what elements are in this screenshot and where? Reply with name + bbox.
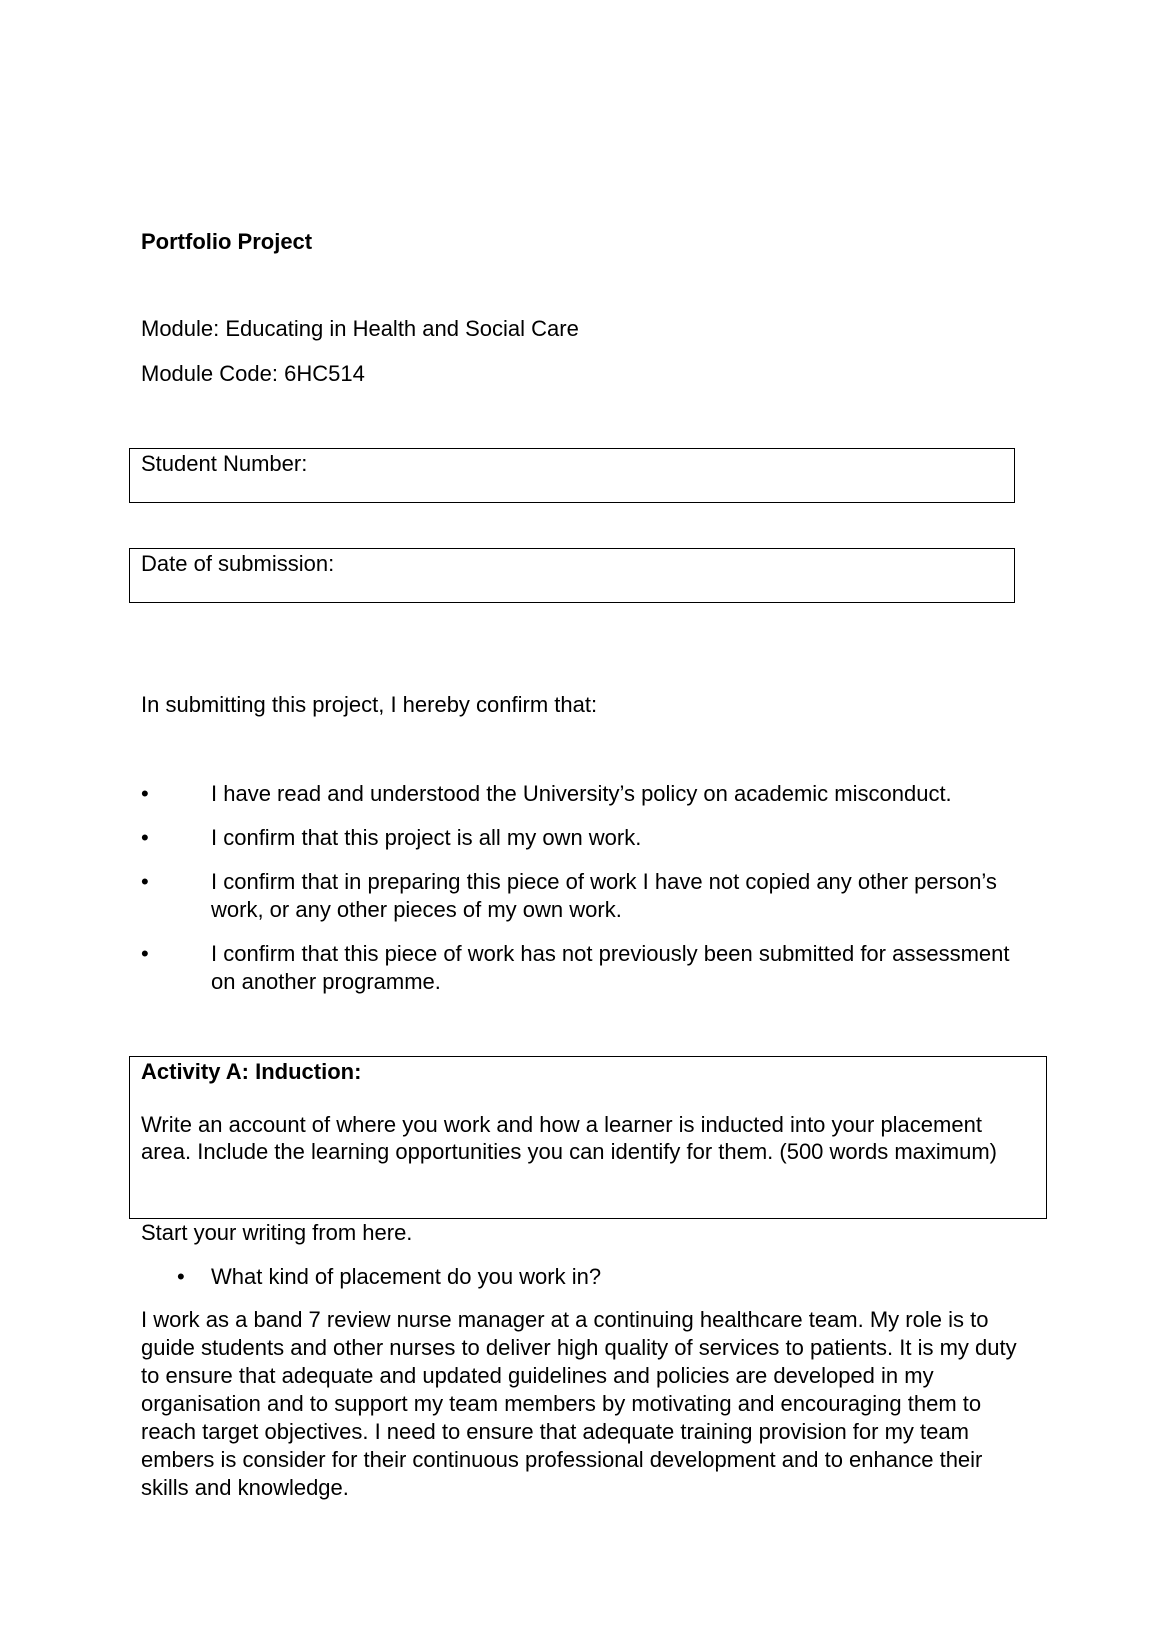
start-writing-prompt: Start your writing from here. bbox=[141, 1220, 413, 1245]
declaration-item-text: I confirm that this project is all my own work. bbox=[211, 825, 642, 850]
student-number-label: Student Number: bbox=[141, 451, 308, 476]
declaration-item bbox=[141, 780, 1021, 808]
document-title: Portfolio Project bbox=[141, 229, 313, 254]
activity-title: Activity A: Induction: bbox=[141, 1059, 362, 1084]
bullet-icon: • bbox=[141, 869, 149, 894]
declaration-item bbox=[141, 824, 1021, 852]
declaration-item-text: I confirm that in preparing this piece of work I have not copied any other person’s work, or any other pieces of my own work. bbox=[211, 869, 997, 922]
module-name: Module: Educating in Health and Social Care bbox=[141, 316, 579, 341]
student-number-field[interactable] bbox=[129, 448, 1015, 503]
bullet-icon: • bbox=[141, 941, 149, 966]
declaration-item-text: I confirm that this piece of work has not previously been submitted for assessment on another programme. bbox=[211, 941, 1010, 994]
declaration-item-text: I have read and understood the University’s policy on academic misconduct. bbox=[211, 781, 952, 806]
date-of-submission-label: Date of submission: bbox=[141, 551, 335, 576]
declaration-list bbox=[141, 780, 1021, 1012]
bullet-icon: • bbox=[141, 781, 149, 806]
question-text: What kind of placement do you work in? bbox=[211, 1264, 602, 1289]
activity-description: Write an account of where you work and how a learner is inducted into your placement area. Include the learning opportunities you can identify for them. (500 words maximum) bbox=[141, 1112, 997, 1164]
module-code: Module Code: 6HC514 bbox=[141, 361, 365, 386]
bullet-icon: • bbox=[141, 825, 149, 850]
bullet-icon: • bbox=[177, 1264, 185, 1289]
date-of-submission-field[interactable] bbox=[129, 548, 1015, 603]
declaration-intro: In submitting this project, I hereby confirm that: bbox=[141, 692, 598, 717]
declaration-item bbox=[141, 940, 1021, 996]
activity-box bbox=[129, 1056, 1047, 1219]
answer-paragraph[interactable]: I work as a band 7 review nurse manager at a continuing healthcare team. My role is to guide students and other nurses to deliver high quality of services to patients. It is my duty to ensure that adequate and updated guidelines and policies are developed in my organisation and to support my team members by motivating and encouraging them to reach target objectives. I need to ensure that adequate training provision for my team embers is consider for their continuous professional development and to enhance their skills and knowledge. bbox=[141, 1307, 1017, 1500]
declaration-item bbox=[141, 868, 1021, 924]
